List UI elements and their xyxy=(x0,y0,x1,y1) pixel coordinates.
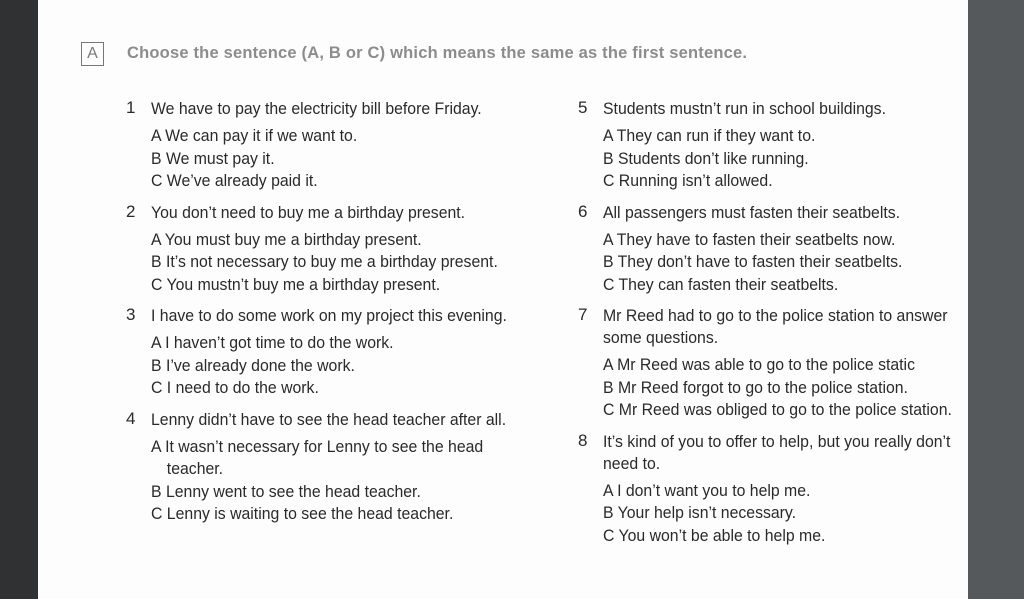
question-6 xyxy=(578,202,968,297)
option-a: A They have to fasten their seatbelts now. xyxy=(603,229,896,249)
option-a: A It wasn’t necessary for Lenny to see the head teacher. xyxy=(151,436,484,478)
option-c: C You mustn’t buy me a birthday present. xyxy=(151,274,441,294)
question-number: 1 xyxy=(126,98,136,117)
answer-options xyxy=(603,480,968,548)
answer-options xyxy=(151,332,566,400)
option-a: A They can run if they want to. xyxy=(603,126,816,145)
question-2 xyxy=(126,202,566,297)
question-number: 2 xyxy=(126,201,136,221)
option-c: C I need to do the work. xyxy=(151,378,319,397)
answer-options xyxy=(151,125,566,193)
question-8 xyxy=(578,431,968,548)
question-3 xyxy=(126,305,566,400)
dark-frame-left xyxy=(0,0,38,599)
option-c: C Running isn’t allowed. xyxy=(603,171,773,190)
option-b: B They don’t have to fasten their seatbelts. xyxy=(603,252,903,271)
answer-options xyxy=(151,436,566,526)
option-b: B Your help isn’t necessary. xyxy=(603,503,797,522)
option-b: B I’ve already done the work. xyxy=(151,355,355,375)
answer-options xyxy=(603,229,968,297)
question-4 xyxy=(126,409,566,526)
question-number: 4 xyxy=(126,408,136,428)
question-stem: We have to pay the electricity bill before Friday. xyxy=(151,99,482,118)
worksheet-page xyxy=(38,0,968,599)
option-a: A We can pay it if we want to. xyxy=(151,126,358,145)
answer-options xyxy=(603,125,968,193)
question-stem: Lenny didn’t have to see the head teacher after all. xyxy=(151,409,507,429)
question-stem: Students mustn’t run in school buildings. xyxy=(603,99,886,118)
question-stem: I have to do some work on my project this evening. xyxy=(151,306,507,325)
exercise-label-box: A xyxy=(81,42,104,66)
option-c: C Mr Reed was obliged to go to the police station. xyxy=(603,400,952,419)
question-number: 7 xyxy=(578,305,588,324)
question-7 xyxy=(578,305,968,422)
question-number: 5 xyxy=(578,98,588,117)
dark-frame-right xyxy=(968,0,1024,599)
answer-options xyxy=(151,229,566,297)
question-stem: It’s kind of you to offer to help, but you really don’t need to. xyxy=(603,431,951,473)
exercise-instruction: Choose the sentence (A, B or C) which means the same as the first sentence. xyxy=(127,44,748,62)
option-b: B It’s not necessary to buy me a birthday present. xyxy=(151,252,498,271)
question-stem: Mr Reed had to go to the police station to answer some questions. xyxy=(603,306,948,347)
option-a: A I don’t want you to help me. xyxy=(603,480,811,500)
question-number: 8 xyxy=(578,430,588,450)
option-a: A I haven’t got time to do the work. xyxy=(151,333,394,352)
option-a: A Mr Reed was able to go to the police static xyxy=(603,355,915,374)
question-number: 3 xyxy=(126,305,136,324)
option-b: B Students don’t like running. xyxy=(603,148,809,168)
option-c: C We’ve already paid it. xyxy=(151,171,318,190)
question-stem: You don’t need to buy me a birthday present. xyxy=(151,202,466,222)
option-b: B Mr Reed forgot to go to the police station. xyxy=(603,377,908,397)
question-column-right xyxy=(578,98,968,556)
question-number: 6 xyxy=(578,201,588,221)
option-b: B We must pay it. xyxy=(151,148,275,168)
answer-options xyxy=(603,354,968,422)
option-c: C You won’t be able to help me. xyxy=(603,525,826,545)
option-c: C They can fasten their seatbelts. xyxy=(603,274,839,294)
question-5 xyxy=(578,98,968,193)
option-c: C Lenny is waiting to see the head teacher. xyxy=(151,504,454,523)
option-b: B Lenny went to see the head teacher. xyxy=(151,481,421,501)
option-a: A You must buy me a birthday present. xyxy=(151,229,422,249)
question-column-left xyxy=(126,98,566,535)
question-stem: All passengers must fasten their seatbelts. xyxy=(603,202,901,222)
question-1 xyxy=(126,98,566,193)
